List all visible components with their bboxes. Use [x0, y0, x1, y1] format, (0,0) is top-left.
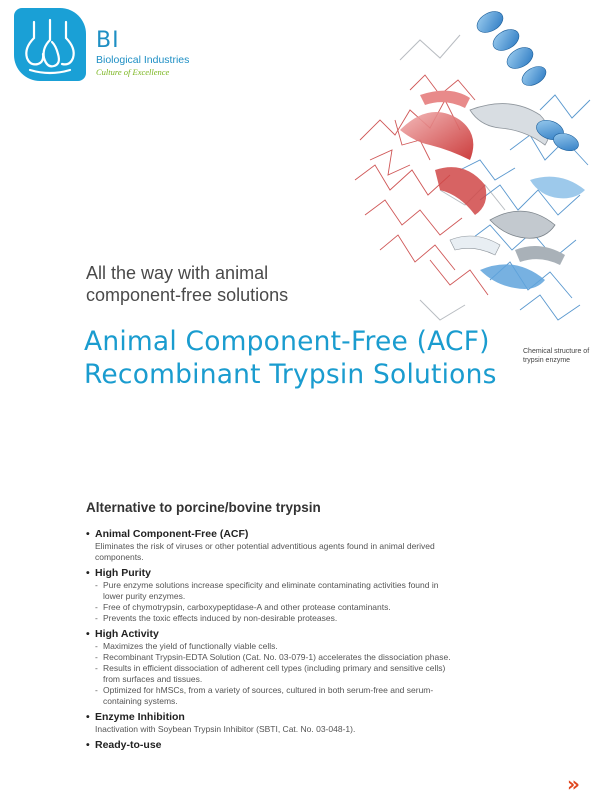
image-caption: Chemical structure of trypsin enzyme: [523, 348, 590, 364]
hero-subtitle: All the way with animal component-free solutions: [86, 263, 289, 305]
brand-tagline: Culture of Excellence: [96, 67, 170, 77]
feature-title: • Animal Component-Free (ACF): [86, 528, 456, 541]
list-item: - Maximizes the yield of functionally viable cells.: [95, 641, 456, 652]
list-item: - Free of chymotrypsin, carboxypeptidase-A and other protease contaminants.: [95, 602, 456, 613]
feature-list: [86, 528, 456, 756]
brand-wordmark: [96, 30, 189, 77]
feature-acf: [86, 528, 456, 563]
feature-description: Inactivation with Soybean Trypsin Inhibitor (SBTI, Cat. No. 03-048-1).: [95, 724, 356, 734]
feature-title: • Ready-to-use: [86, 739, 456, 752]
brand-name: Biological Industries: [96, 54, 190, 66]
list-item: - Optimized for hMSCs, from a variety of sources, cultured in both serum-free and serum-containing systems.: [95, 685, 456, 707]
feature-title: • High Activity: [86, 628, 456, 641]
double-chevron-right-icon[interactable]: »: [567, 772, 580, 796]
feature-high-activity: [86, 628, 456, 707]
page-title: Animal Component-Free (ACF) Recombinant Trypsin Solutions: [84, 326, 497, 390]
list-item: - Results in efficient dissociation of adherent cell types (including primary and sensitive cells) from surfaces and tissues.: [95, 663, 456, 685]
brand-abbreviation: BI: [96, 28, 120, 53]
feature-title: • Enzyme Inhibition: [86, 711, 456, 724]
feature-description: Eliminates the risk of viruses or other potential adventitious agents found in animal derived components.: [95, 541, 435, 562]
brand-logo-mark: [14, 8, 86, 81]
section-heading: Alternative to porcine/bovine trypsin: [86, 500, 321, 515]
list-item: - Pure enzyme solutions increase specificity and eliminate contaminating activities found in lower purity enzymes.: [95, 580, 456, 602]
feature-sub-list: [86, 580, 456, 624]
list-item: - Recombinant Trypsin-EDTA Solution (Cat. No. 03-079-1) accelerates the dissociation phase.: [95, 652, 456, 663]
feature-title: • High Purity: [86, 567, 456, 580]
feature-enzyme-inhibition: [86, 711, 456, 735]
trypsin-structure-image: [340, 0, 607, 350]
feature-ready-to-use: [86, 739, 456, 752]
feature-sub-list: [86, 641, 456, 707]
list-item: - Prevents the toxic effects induced by non-desirable proteases.: [95, 613, 456, 624]
feature-high-purity: [86, 567, 456, 624]
flask-icon: [14, 8, 86, 81]
